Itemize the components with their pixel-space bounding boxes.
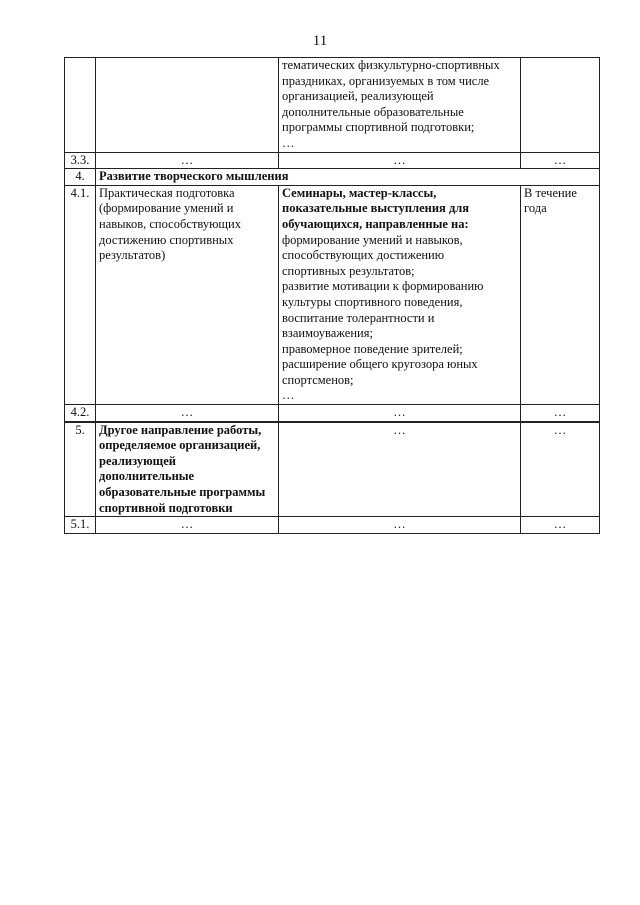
content-line: формирование умений и навыков, <box>282 232 463 247</box>
content-line: взаимоуважения; <box>282 326 373 341</box>
content-line: спортивных результатов; <box>282 263 415 278</box>
direction-cell <box>96 422 279 517</box>
page-number: 11 <box>312 33 328 49</box>
table-row-continuation <box>65 58 600 153</box>
content-line: … <box>282 388 295 403</box>
direction-cell <box>96 185 279 404</box>
direction-cell: … <box>96 405 279 422</box>
period-cell: … <box>521 405 600 422</box>
content-line: организацией, реализующей <box>282 89 434 104</box>
direction-cell: … <box>96 152 279 169</box>
row-number: 5.1. <box>65 517 96 534</box>
table-row-5 <box>65 422 600 517</box>
content-cell: … <box>279 405 521 422</box>
content-cell <box>279 185 521 404</box>
period-cell: В течение года <box>521 185 600 404</box>
row-number: 4.1. <box>65 185 96 404</box>
direction-line: спортивной подготовки <box>99 500 233 515</box>
content-line: тематических физкультурно-спортивных <box>282 58 500 72</box>
row-number: 4.2. <box>65 405 96 422</box>
direction-line: реализующей <box>99 453 176 468</box>
content-heading-line: обучающихся, направленные на: <box>282 216 469 231</box>
table-row-5-1 <box>65 517 600 534</box>
content-line: … <box>282 135 295 150</box>
content-cell <box>279 58 521 153</box>
row-number: 3.3. <box>65 152 96 169</box>
period-cell: … <box>521 517 600 534</box>
period-cell <box>521 58 600 153</box>
direction-line: дополнительные <box>99 469 195 484</box>
content-line: культуры спортивного поведения, <box>282 294 463 309</box>
section-title: Развитие творческого мышления <box>96 169 600 186</box>
content-cell: … <box>279 422 521 517</box>
direction-cell <box>96 58 279 153</box>
row-number <box>65 58 96 153</box>
direction-text: Практическая подготовка (формирование умений и навыков, способствующих достижению спортивных результатов) <box>99 185 241 263</box>
direction-cell: … <box>96 517 279 534</box>
content-line: спортсменов; <box>282 372 354 387</box>
content-cell: … <box>279 152 521 169</box>
direction-line: Другое направление работы, <box>99 422 262 437</box>
content-line: расширение общего кругозора юных <box>282 357 478 372</box>
period-cell: … <box>521 152 600 169</box>
table-row-4-2 <box>65 405 600 422</box>
activity-plan-table <box>64 57 600 534</box>
content-line: дополнительные образовательные <box>282 104 464 119</box>
content-line: развитие мотивации к формированию <box>282 279 484 294</box>
content-line: воспитание толерантности и <box>282 310 435 325</box>
direction-line: определяемое организацией, <box>99 438 261 453</box>
content-heading-line: Семинары, мастер-классы, <box>282 185 437 200</box>
table-row-4-1 <box>65 185 600 404</box>
content-line: праздниках, организуемых в том числе <box>282 73 490 88</box>
row-number: 4. <box>65 169 96 186</box>
direction-line: образовательные программы <box>99 485 266 500</box>
table-row-section-4 <box>65 169 600 186</box>
period-cell: … <box>521 422 600 517</box>
content-cell: … <box>279 517 521 534</box>
row-number: 5. <box>65 422 96 517</box>
content-line: программы спортивной подготовки; <box>282 120 475 135</box>
content-heading-line: показательные выступления для <box>282 201 470 216</box>
table-row-3-3 <box>65 152 600 169</box>
content-line: способствующих достижению <box>282 248 445 263</box>
content-line: правомерное поведение зрителей; <box>282 341 463 356</box>
